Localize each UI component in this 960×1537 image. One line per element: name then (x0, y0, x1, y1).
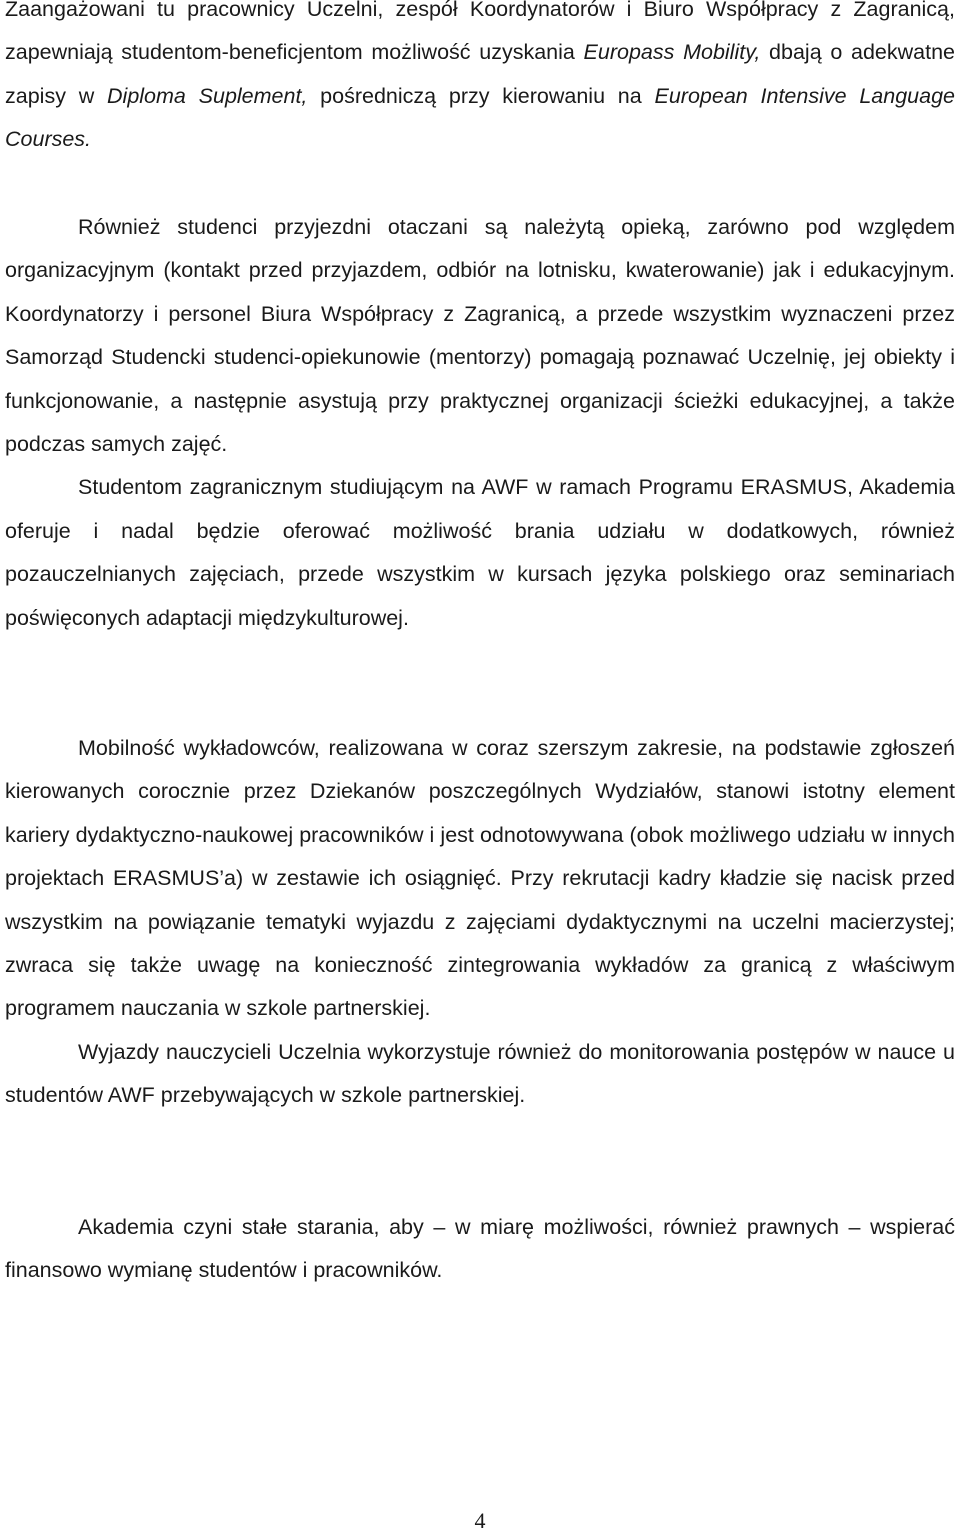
italic-term-eilc: European Intensive Language Courses. (5, 83, 955, 152)
paragraph-funding: Akademia czyni stałe starania, aby – w miarę możliwości, również prawnych – wspierać finansowo wymianę studentów i pracowników. (5, 1215, 955, 1283)
paragraph-incoming-students: Również studenci przyjezdni otaczani są należytą opieką, zarówno pod względem organizacyjnym (kontakt przed przyjazdem, odbiór na lotnisku, kwaterowanie) jak i edukacyjnym. Koordynatorzy i personel Biura Współpracy z Zagranicą, a przede wszystkim wyznaczeni przez Samorząd Studencki studenci-opiekunowie (mentorzy) pomagają poznawać Uczelnię, jej obiekty i funkcjonowanie, a następnie asystują przy praktycznej organizacji ścieżki edukacyjnej, a także podczas samych zajęć. (5, 215, 955, 457)
italic-term-diploma-supplement: Diploma Suplement, (107, 83, 308, 108)
paragraph-text: pośredniczą przy kierowaniu na (307, 83, 655, 108)
paragraph-text: Zaangażowani tu pracownicy Uczelni, zespół Koordynatorów i Biuro Współpracy z Zagranicą, zapewniają studentom-beneficjentom możliwość uzyskania (5, 0, 955, 65)
italic-term-europass: Europass Mobility, (583, 40, 761, 65)
paragraph-staff-mobility: Mobilność wykładowców, realizowana w coraz szerszym zakresie, na podstawie zgłoszeń kierowanych corocznie przez Dziekanów poszczególnych Wydziałów, stanowi istotny element kariery dydaktyczno-naukowej pracowników i jest odnotowywana (obok możliwego udziału w innych projektach ERASMUS’a) w zestawie ich osiągnięć. Przy rekrutacji kadry kładzie się nacisk przed wszystkim na powiązanie tematyki wyjazdu z zajęciami dydaktycznymi na uczelni macierzystej; zwraca się także uwagę na konieczność zintegrowania wykładów za granicą z właściwym programem nauczania w szkole partnerskiej. (5, 736, 955, 1021)
text-section-funding (5, 1206, 955, 1293)
paragraph-exchange-support (5, 0, 955, 162)
text-section-incoming-students (5, 206, 955, 640)
text-section-staff-mobility (5, 727, 955, 1118)
text-section-exchange-support (5, 0, 955, 162)
paragraph-text: dbają o adekwatne zapisy w (5, 40, 956, 108)
paragraph-additional-courses: Studentom zagranicznym studiującym na AWF w ramach Programu ERASMUS, Akademia oferuje i nadal będzie oferować możliwość brania udziału w dodatkowych, również pozauczelnianych zajęciach, przede wszystkim w kursach języka polskiego oraz seminariach poświęconych adaptacji międzykulturowej. (5, 475, 955, 630)
page-number: 4 (474, 1508, 486, 1533)
paragraph-teacher-trips: Wyjazdy nauczycieli Uczelnia wykorzystuje również do monitorowania postępów w nauce u studentów AWF przebywających w szkole partnerskiej. (5, 1039, 955, 1108)
